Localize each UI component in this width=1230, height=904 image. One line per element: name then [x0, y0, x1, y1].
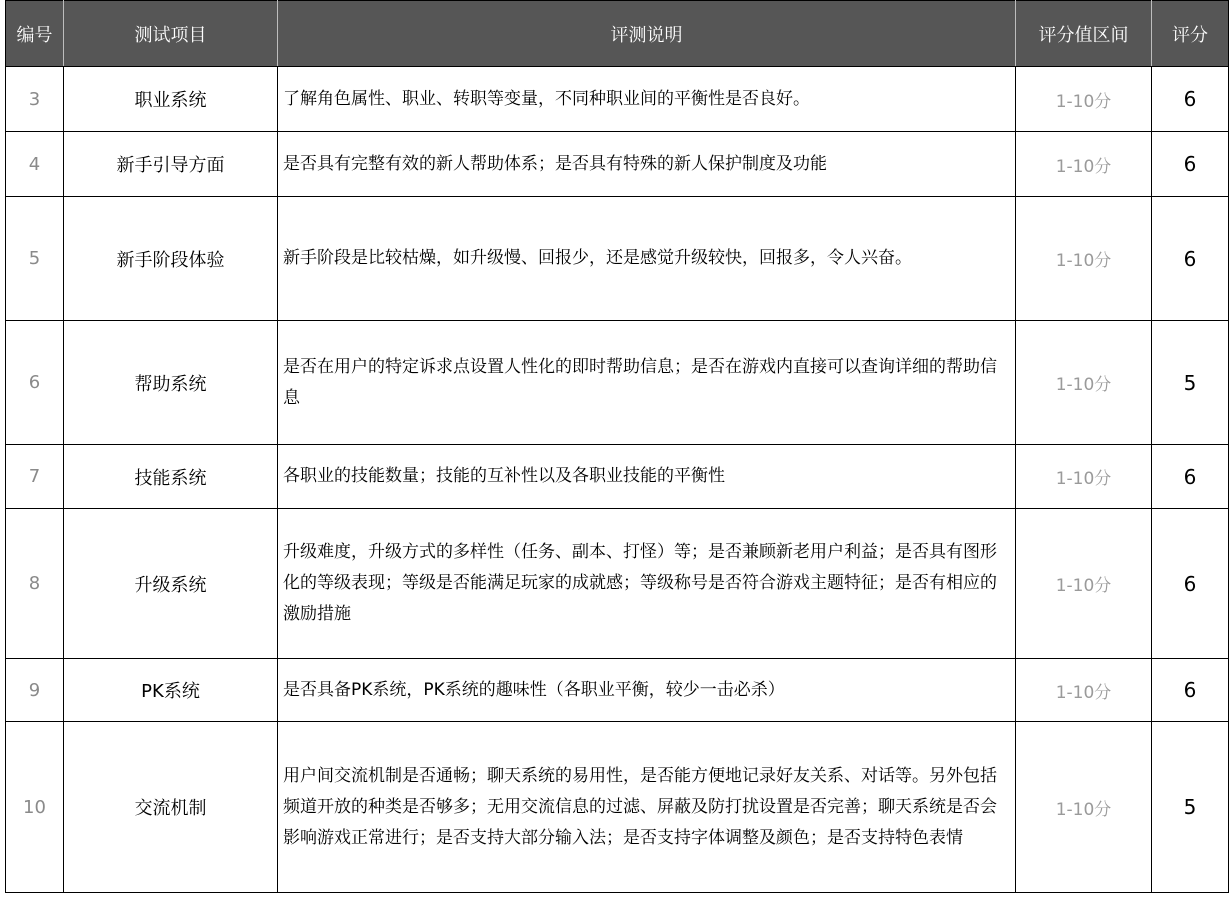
- row-range: 1-10分: [1016, 509, 1152, 659]
- table-row: [6, 509, 1229, 659]
- row-desc: [278, 67, 1016, 132]
- row-desc: [278, 509, 1016, 659]
- row-score: 6: [1152, 67, 1229, 132]
- row-desc: [278, 197, 1016, 321]
- row-item: 职业系统: [64, 67, 278, 132]
- row-item: 新手引导方面: [64, 132, 278, 197]
- row-num: 10: [6, 722, 64, 893]
- row-desc-text: 是否在用户的特定诉求点设置人性化的即时帮助信息；是否在游戏内直接可以查询详细的帮助信息: [283, 356, 997, 408]
- row-desc-text: 用户间交流机制是否通畅；聊天系统的易用性，是否能方便地记录好友关系、对话等。另外包括频道开放的种类是否够多；无用交流信息的过滤、屏蔽及防打扰设置是否完善；聊天系统是否会影响游戏正常进行；是否支持大部分输入法；是否支持字体调整及颜色；是否支持特色表情: [283, 765, 997, 848]
- header-item: 测试项目: [64, 1, 278, 67]
- row-desc-text: 升级难度，升级方式的多样性（任务、副本、打怪）等；是否兼顾新老用户利益；是否具有图形化的等级表现；等级是否能满足玩家的成就感；等级称号是否符合游戏主题特征；是否有相应的激励措施: [283, 542, 997, 624]
- table-row: [6, 659, 1229, 722]
- row-range: 1-10分: [1016, 132, 1152, 197]
- table-row: [6, 67, 1229, 132]
- table-row: [6, 722, 1229, 893]
- row-score: 6: [1152, 509, 1229, 659]
- row-desc: [278, 659, 1016, 722]
- row-range: 1-10分: [1016, 67, 1152, 132]
- row-desc-text: 是否具有完整有效的新人帮助体系；是否具有特殊的新人保护制度及功能: [283, 153, 827, 174]
- row-desc: [278, 445, 1016, 509]
- row-num: 7: [6, 445, 64, 509]
- row-range: 1-10分: [1016, 321, 1152, 445]
- row-desc-text: 各职业的技能数量；技能的互补性以及各职业技能的平衡性: [283, 466, 725, 486]
- table-row: [6, 197, 1229, 321]
- row-num: 3: [6, 67, 64, 132]
- row-num: 4: [6, 132, 64, 197]
- row-desc-text: 了解角色属性、职业、转职等变量，不同种职业间的平衡性是否良好。: [283, 88, 810, 109]
- row-score: 6: [1152, 445, 1229, 509]
- table-row: [6, 445, 1229, 509]
- row-num: 5: [6, 197, 64, 321]
- row-score: 6: [1152, 132, 1229, 197]
- header-num: 编号: [6, 1, 64, 67]
- row-desc-text: 是否具备PK系统，PK系统的趣味性（各职业平衡，较少一击必杀）: [283, 679, 785, 700]
- row-item: PK系统: [64, 659, 278, 722]
- row-range: 1-10分: [1016, 197, 1152, 321]
- row-num: 9: [6, 659, 64, 722]
- row-item: 帮助系统: [64, 321, 278, 445]
- row-item: 升级系统: [64, 509, 278, 659]
- row-score: 6: [1152, 659, 1229, 722]
- row-desc: [278, 722, 1016, 893]
- row-score: 6: [1152, 197, 1229, 321]
- header-desc: 评测说明: [278, 1, 1016, 67]
- table-row: [6, 132, 1229, 197]
- header-score: 评分: [1152, 1, 1229, 67]
- row-desc: [278, 321, 1016, 445]
- evaluation-table: [5, 0, 1229, 893]
- row-desc-text: 新手阶段是比较枯燥，如升级慢、回报少，还是感觉升级较快，回报多，令人兴奋。: [283, 248, 912, 268]
- row-item: 交流机制: [64, 722, 278, 893]
- row-num: 8: [6, 509, 64, 659]
- row-item: 技能系统: [64, 445, 278, 509]
- header-range: 评分值区间: [1016, 1, 1152, 67]
- row-desc: [278, 132, 1016, 197]
- row-range: 1-10分: [1016, 659, 1152, 722]
- row-item: 新手阶段体验: [64, 197, 278, 321]
- row-score: 5: [1152, 321, 1229, 445]
- row-range: 1-10分: [1016, 722, 1152, 893]
- row-score: 5: [1152, 722, 1229, 893]
- row-num: 6: [6, 321, 64, 445]
- row-range: 1-10分: [1016, 445, 1152, 509]
- table-row: [6, 321, 1229, 445]
- header-row: [6, 1, 1229, 67]
